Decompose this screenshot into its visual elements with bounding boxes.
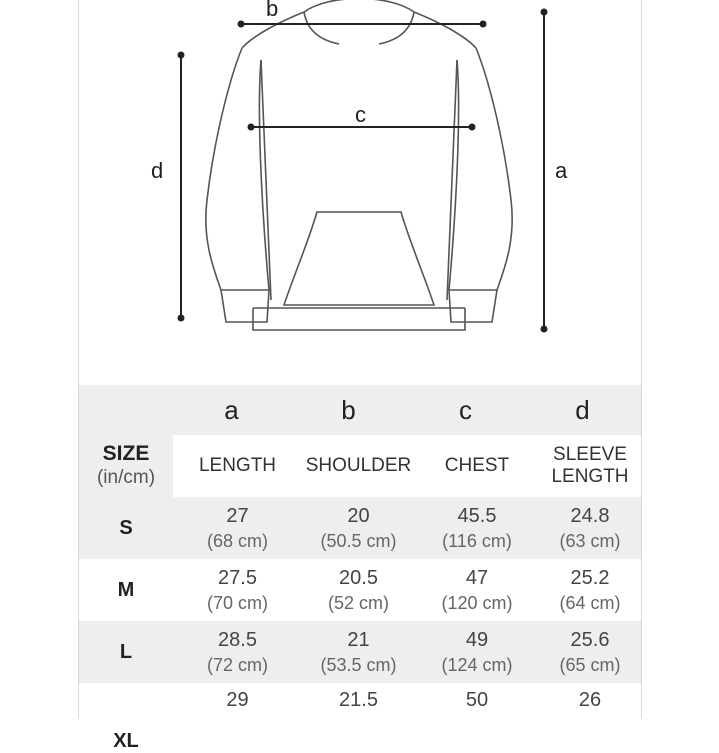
hoodie-outline-graphic	[79, 0, 641, 385]
table-cell: 26	[578, 689, 602, 711]
table-cell: 24.8 (63 cm)	[559, 505, 621, 551]
table-cell: 50	[465, 689, 489, 711]
column-header-sleeve-length: SLEEVE LENGTH	[551, 444, 629, 487]
label-d: d	[151, 158, 164, 183]
column-header-length: LENGTH	[198, 455, 277, 476]
table-cell: 20.5 (52 cm)	[327, 567, 389, 613]
label-c: c	[355, 102, 366, 127]
row-size-label: L	[119, 640, 133, 663]
label-a: a	[555, 158, 568, 183]
table-cell: 25.2 (64 cm)	[559, 567, 621, 613]
row-size-label: XL	[113, 730, 139, 752]
table-row	[79, 559, 641, 621]
letter-a: a	[224, 394, 239, 425]
size-header-unit: (in/cm)	[96, 467, 156, 488]
row-size-label: M	[117, 578, 135, 601]
column-header-shoulder: SHOULDER	[305, 455, 412, 476]
hoodie-diagram	[79, 0, 641, 386]
label-b: b	[266, 0, 279, 21]
size-chart-card	[78, 0, 642, 752]
size-header	[79, 435, 173, 497]
table-cell: 21.5	[339, 689, 378, 711]
table-cell: 47 (120 cm)	[441, 567, 513, 613]
table-cell: 49 (124 cm)	[441, 629, 513, 675]
table-cell: 45.5 (116 cm)	[442, 505, 512, 551]
table-row	[79, 621, 641, 683]
letter-c: c	[459, 394, 472, 425]
letter-b: b	[341, 394, 356, 425]
table-cell: 28.5 (72 cm)	[206, 629, 268, 675]
table-cell: 29	[226, 689, 249, 711]
size-header-title: SIZE	[102, 442, 150, 465]
table-cell: 27 (68 cm)	[206, 505, 268, 551]
table-cell: 21 (53.5 cm)	[320, 629, 397, 675]
table-letter-row	[79, 385, 641, 435]
table-header-row	[79, 435, 641, 497]
row-size-label: S	[119, 516, 133, 539]
column-header-chest: CHEST	[444, 455, 510, 476]
table-cell: 27.5 (70 cm)	[206, 567, 268, 613]
table-cell: 20 (50.5 cm)	[320, 505, 397, 551]
letter-d: d	[575, 394, 590, 425]
table-cell: 25.6 (65 cm)	[559, 629, 621, 675]
table-row	[79, 497, 641, 559]
table-row	[79, 683, 641, 752]
